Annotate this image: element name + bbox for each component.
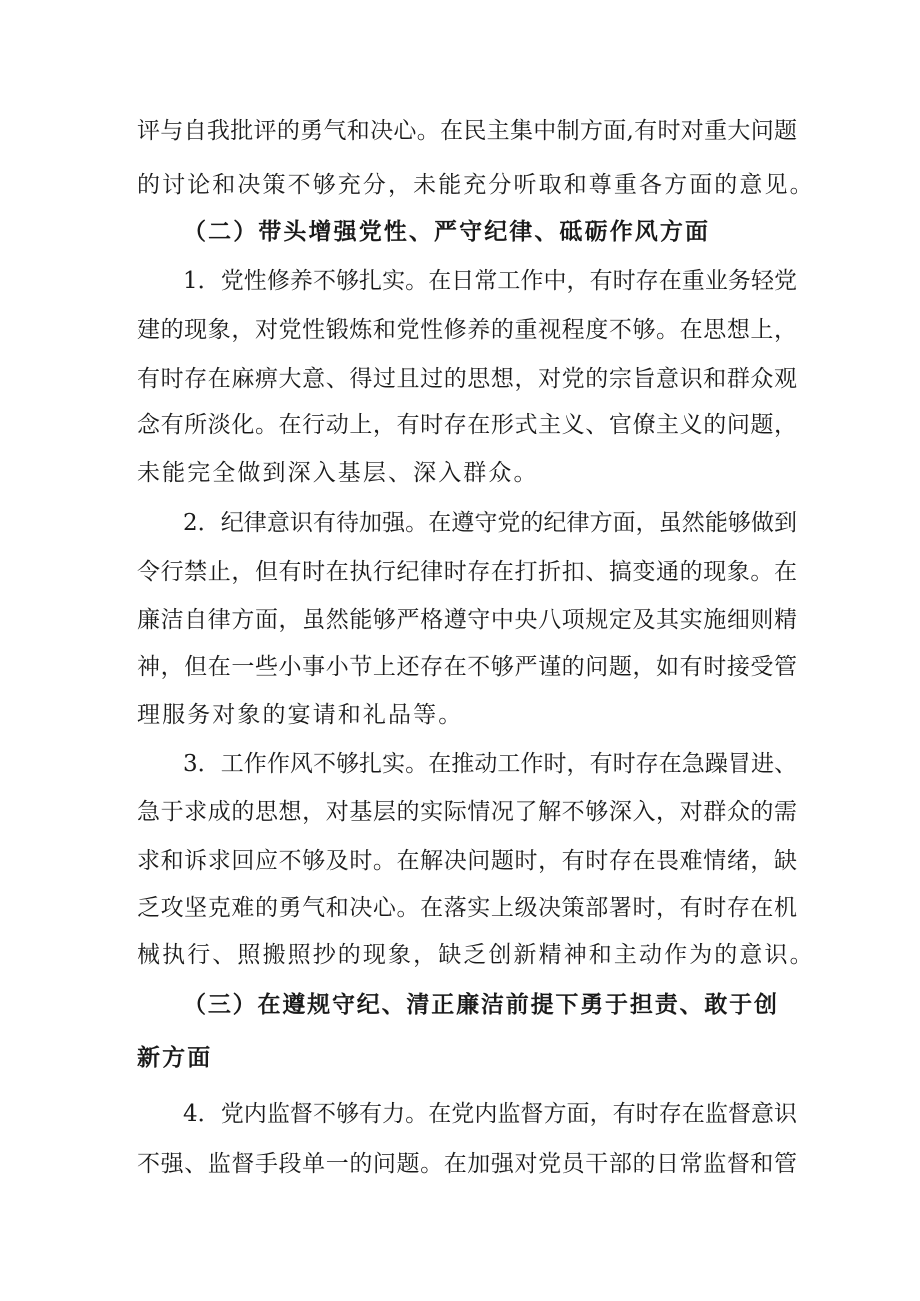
paragraph-line: 理服务对象的宴请和礼品等。 <box>137 702 464 728</box>
paragraph-line: 2．纪律意识有待加强。在遵守党的纪律方面，虽然能够做到 <box>183 510 797 536</box>
section-heading-3-continued: 新方面 <box>137 1044 213 1071</box>
paragraph-line: 的讨论和决策不够充分，未能充分听取和尊重各方面的意见。 <box>137 172 815 198</box>
paragraph-line: 令行禁止，但有时在执行纪律时存在打折扣、搞变通的现象。在 <box>137 559 797 585</box>
paragraph-line: 械执行、照搬照抄的现象，缺乏创新精神和主动作为的意识。 <box>137 942 815 968</box>
paragraph-line: 3．工作作风不够扎实。在推动工作时，有时存在急躁冒进、 <box>183 751 797 777</box>
paragraph-line: 1．党性修养不够扎实。在日常工作中，有时存在重业务轻党 <box>183 268 797 294</box>
paragraph-line: 乏攻坚克难的勇气和决心。在落实上级决策部署时，有时存在机 <box>137 895 797 921</box>
paragraph-line: 廉洁自律方面，虽然能够严格遵守中央八项规定及其实施细则精 <box>137 607 797 633</box>
paragraph-line: 4．党内监督不够有力。在党内监督方面，有时存在监督意识 <box>183 1101 797 1127</box>
paragraph-line: 念有所淡化。在行动上，有时存在形式主义、官僚主义的问题， <box>137 412 797 438</box>
paragraph-line: 建的现象，对党性锻炼和党性修养的重视程度不够。在思想上， <box>137 317 797 343</box>
paragraph-line: 有时存在麻痹大意、得过且过的思想，对党的宗旨意识和群众观 <box>137 366 797 392</box>
paragraph-line: 评与自我批评的勇气和决心。在民主集中制方面,有时对重大问题 <box>137 118 797 144</box>
paragraph-line: 求和诉求回应不够及时。在解决问题时，有时存在畏难情绪，缺 <box>137 848 797 874</box>
section-heading-2: （二）带头增强党性、严守纪律、砥砺作风方面 <box>183 218 711 245</box>
section-heading-3: （三）在遵规守纪、清正廉洁前提下勇于担责、敢于创 <box>183 991 777 1018</box>
paragraph-line: 不强、监督手段单一的问题。在加强对党员干部的日常监督和管 <box>137 1151 797 1177</box>
paragraph-line: 急于求成的思想，对基层的实际情况了解不够深入，对群众的需 <box>137 799 797 825</box>
paragraph-line: 未能完全做到深入基层、深入群众。 <box>137 460 539 486</box>
paragraph-line: 神，但在一些小事小节上还存在不够严谨的问题，如有时接受管 <box>137 654 797 680</box>
